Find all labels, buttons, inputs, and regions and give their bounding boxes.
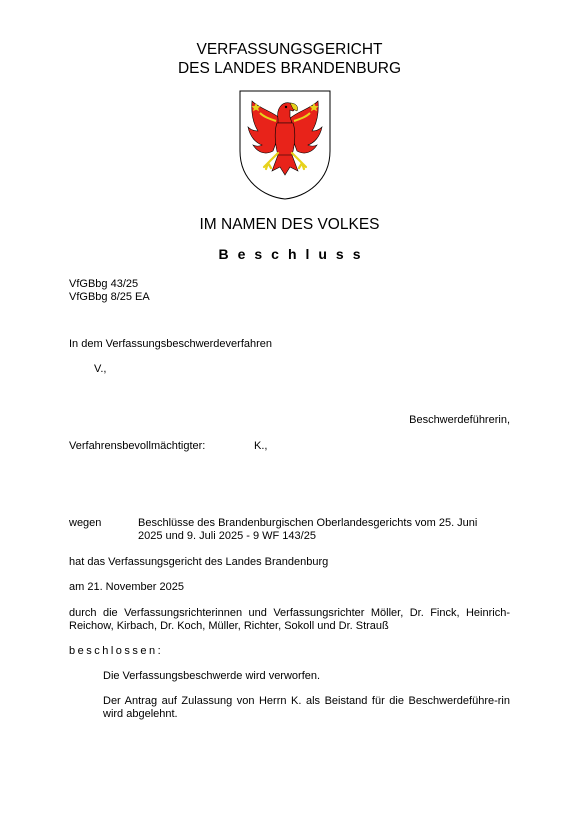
file-number: VfGBbg 43/25 bbox=[69, 278, 139, 290]
counsel-name: K., bbox=[254, 440, 268, 452]
court-name-line1: VERFASSUNGSGERICHT bbox=[196, 41, 383, 58]
court-name-line2: DES LANDES BRANDENBURG bbox=[177, 60, 402, 77]
judges-text: durch die Verfassungsrichterinnen und Verfassungsrichter Möller, Dr. Finck, Heinrich-Reichow, Kirbach, Dr. Koch, Müller, Richter, Sokoll und Dr. Strauß bbox=[69, 607, 510, 632]
ruling-2: Der Antrag auf Zulassung von Herrn K. als Beistand für die Beschwerdeführe-rin wird abgelehnt. bbox=[103, 695, 510, 720]
document-type-heading: Beschluss bbox=[218, 246, 370, 262]
ruling-1: Die Verfassungsbeschwerde wird verworfen. bbox=[103, 670, 321, 682]
decided-label: beschlossen: bbox=[69, 645, 164, 657]
brandenburg-eagle-crest-icon bbox=[238, 89, 332, 201]
subject-line1: Beschlüsse des Brandenburgischen Oberlandesgerichts vom 25. Juni bbox=[138, 517, 478, 529]
subject-line2: 2025 und 9. Juli 2025 - 9 WF 143/25 bbox=[138, 530, 316, 542]
court-statement: hat das Verfassungsgericht des Landes Brandenburg bbox=[69, 556, 329, 568]
counsel-label: Verfahrensbevollmächtigter: bbox=[69, 440, 206, 452]
proceeding-text: In dem Verfassungsbeschwerdeverfahren bbox=[69, 338, 273, 350]
decision-date: am 21. November 2025 bbox=[69, 581, 184, 593]
file-number-ea: VfGBbg 8/25 EA bbox=[69, 291, 150, 303]
subject-label: wegen bbox=[69, 517, 102, 529]
court-name bbox=[0, 40, 579, 78]
party-name: V., bbox=[94, 363, 107, 375]
party-role: Beschwerdeführerin, bbox=[409, 414, 510, 426]
in-the-name-heading: IM NAMEN DES VOLKES bbox=[199, 216, 380, 233]
